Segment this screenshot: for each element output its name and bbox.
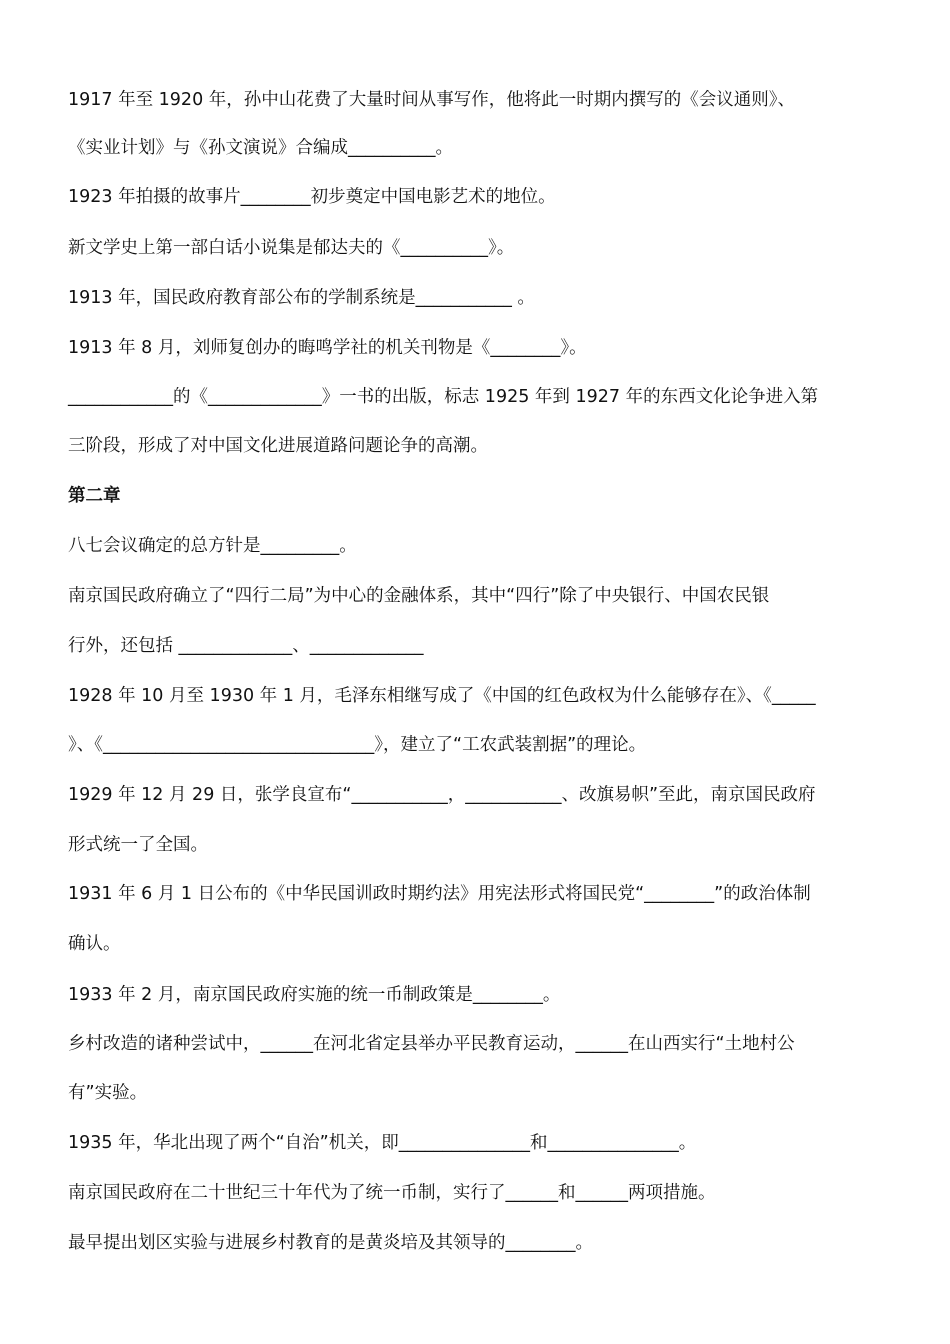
text-line: 1913 年，国民政府教育部公布的学制系统是___________ 。: [68, 288, 535, 308]
text-line: 1917 年至 1920 年，孙中山花费了大量时间从事写作，他将此一时期内撰写的《会议通则》、: [68, 90, 796, 110]
text-line: 1929 年 12 月 29 日，张学良宣布“___________，___________、改旗易帜”至此，南京国民政府: [68, 785, 816, 805]
text-line: 1931 年 6 月 1 日公布的《中华民国训政时期约法》用宪法形式将国民党“________”的政治体制: [68, 884, 811, 904]
text-line: 乡村改造的诸种尝试中，______在河北省定县举办平民教育运动，______在山西实行“土地村公: [68, 1034, 795, 1054]
text-line: 1913 年 8 月，刘师复创办的晦鸣学社的机关刊物是《________》。: [68, 338, 587, 358]
text-line: 三阶段，形成了对中国文化进展道路问题论争的高潮。: [68, 436, 488, 456]
text-line: 》、《_______________________________》，建立了“工农武装割据”的理论。: [68, 735, 647, 755]
section-heading: 第二章: [68, 486, 121, 506]
text-line: 有”实验。: [68, 1083, 148, 1103]
text-line: 确认。: [68, 934, 121, 954]
text-line: 南京国民政府在二十世纪三十年代为了统一币制，实行了______和______两项措施。: [68, 1183, 716, 1203]
text-line: ____________的《_____________》一书的出版，标志 1925 年到 1927 年的东西文化论争进入第: [68, 387, 819, 407]
text-line: 1928 年 10 月至 1930 年 1 月，毛泽东相继写成了《中国的红色政权为什么能够存在》、《_____: [68, 686, 816, 706]
text-line: 新文学史上第一部白话小说集是郁达夫的《__________》。: [68, 238, 515, 258]
text-line: 《实业计划》与《孙文演说》合编成__________。: [68, 138, 453, 158]
text-line: 行外，还包括 _____________、_____________: [68, 636, 424, 656]
text-line: 1933 年 2 月，南京国民政府实施的统一币制政策是________。: [68, 985, 561, 1005]
text-line: 1923 年拍摄的故事片________初步奠定中国电影艺术的地位。: [68, 187, 556, 207]
text-line: 形式统一了全国。: [68, 835, 208, 855]
text-line: 南京国民政府确立了“四行二局”为中心的金融体系，其中“四行”除了中央银行、中国农民银: [68, 586, 770, 606]
text-line: 八七会议确定的总方针是_________。: [68, 536, 357, 556]
text-line: 1935 年，华北出现了两个“自治”机关，即_______________和_______________。: [68, 1133, 697, 1153]
text-line: 最早提出划区实验与进展乡村教育的是黄炎培及其领导的________。: [68, 1233, 593, 1253]
